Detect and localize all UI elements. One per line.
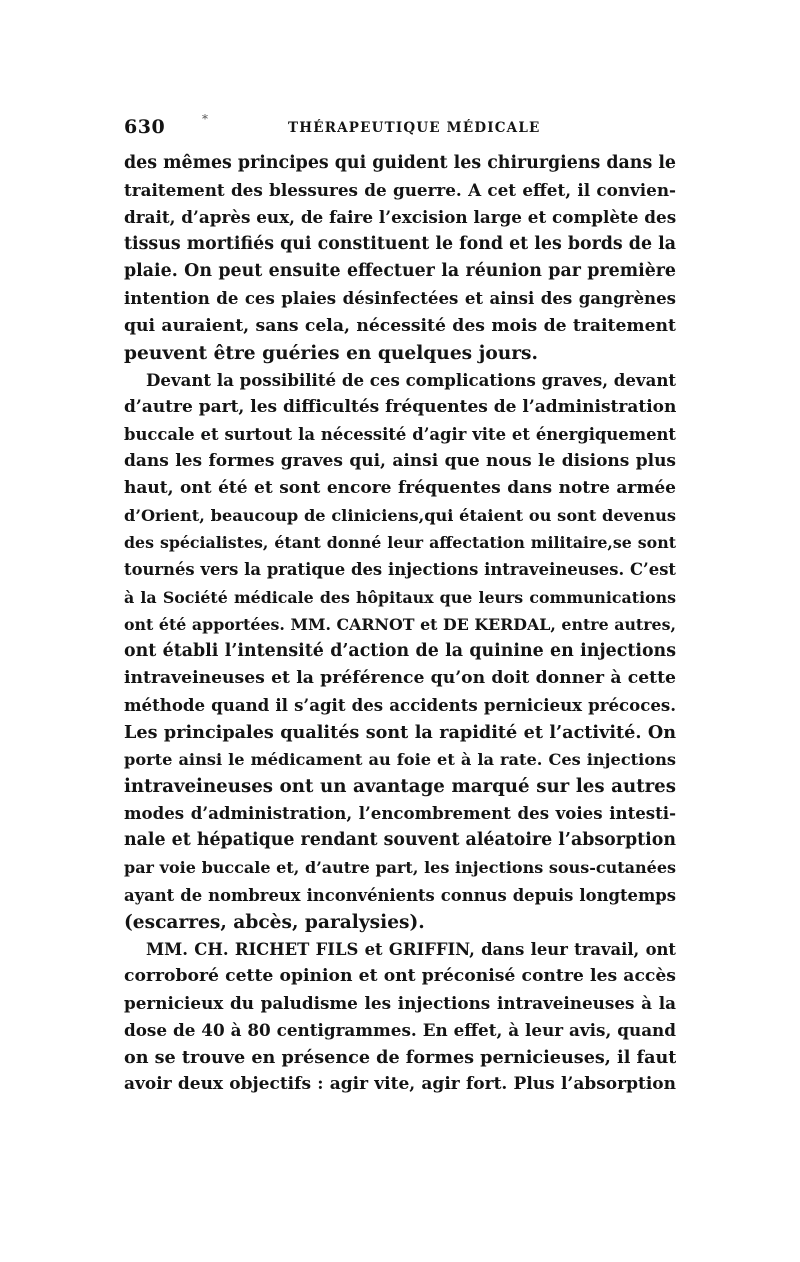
text-line: ayant de nombreux inconvénients connus depuis longtemps (124, 885, 676, 905)
text-line: par voie buccale et, d’autre part, les injections sous-cutanées (124, 858, 676, 878)
text-line: corroboré cette opinion et ont préconisé contre les accès (124, 965, 676, 986)
text-line: avoir deux objectifs : agir vite, agir fort. Plus l’absorption (124, 1074, 676, 1095)
text-line: pernicieux du paludisme les injections intraveineuses à la (124, 992, 676, 1013)
text-line: d’autre part, les difficultés fréquentes de l’administration (124, 396, 676, 417)
text-line: intraveineuses et la préférence qu’on doit donner à cette (124, 667, 676, 688)
text-line: modes d’administration, l’encombrement des voies intesti- (124, 803, 676, 824)
page-number: 630 (124, 116, 166, 138)
text-line: intraveineuses ont un avantage marqué sur les autres (124, 776, 676, 798)
text-line: d’Orient, beaucoup de cliniciens,qui étaient ou sont devenus (124, 506, 676, 526)
text-line: des spécialistes, étant donné leur affectation militaire,se sont (124, 533, 676, 553)
text-line: nale et hépatique rendant souvent aléatoire l’absorption (124, 830, 676, 851)
body-text (124, 150, 676, 1098)
text-line: plaie. On peut ensuite effectuer la réunion par première (124, 261, 676, 282)
text-line: à la Société médicale des hôpitaux que leurs communications (124, 587, 676, 607)
text-line: méthode quand il s’agit des accidents pernicieux précoces. (124, 694, 676, 715)
text-line: dose de 40 à 80 centigrammes. En effet, à leur avis, quand (124, 1020, 676, 1040)
text-line: buccale et surtout la nécessité d’agir vite et énergiquement (124, 424, 676, 444)
text-line: drait, d’après eux, de faire l’excision large et complète des (124, 207, 676, 228)
text-line: Les principales qualités sont la rapidité et l’activité. On (124, 721, 676, 743)
text-line: tissus mortifiés qui constituent le fond et les bords de la (124, 234, 676, 255)
text-line: intention de ces plaies désinfectées et ainsi des gangrènes (124, 288, 676, 309)
text-line: tournés vers la pratique des injections intraveineuses. C’est (124, 560, 676, 580)
text-line: porte ainsi le médicament au foie et à la rate. Ces injections (124, 750, 676, 770)
text-line: des mêmes principes qui guident les chirurgiens dans le (124, 153, 676, 173)
text-line: haut, ont été et sont encore fréquentes dans notre armée (124, 478, 676, 499)
text-line: (escarres, abcès, paralysies). (124, 911, 425, 933)
running-head-title: THÉRAPEUTIQUE MÉDICALE (288, 120, 541, 136)
text-line: dans les formes graves qui, ainsi que nous le disions plus (124, 451, 676, 472)
text-line: on se trouve en présence de formes pernicieuses, il faut (124, 1047, 676, 1069)
text-line: peuvent être guéries en quelques jours. (124, 342, 538, 364)
text-line: MM. CH. RICHET FILS et GRIFFIN, dans leur travail, ont (146, 939, 676, 959)
text-line: ont été apportées. MM. CARNOT et DE KERDAL, entre autres, (124, 614, 676, 634)
ornament-mark: * (202, 112, 208, 126)
text-line: qui auraient, sans cela, nécessité des mois de traitement (124, 315, 676, 336)
text-line: Devant la possibilité de ces complications graves, devant (146, 369, 676, 390)
text-line: ont établi l’intensité d’action de la quinine en injections (124, 640, 676, 661)
running-head (124, 112, 676, 140)
text-line: traitement des blessures de guerre. A cet effet, il convien- (124, 180, 676, 201)
